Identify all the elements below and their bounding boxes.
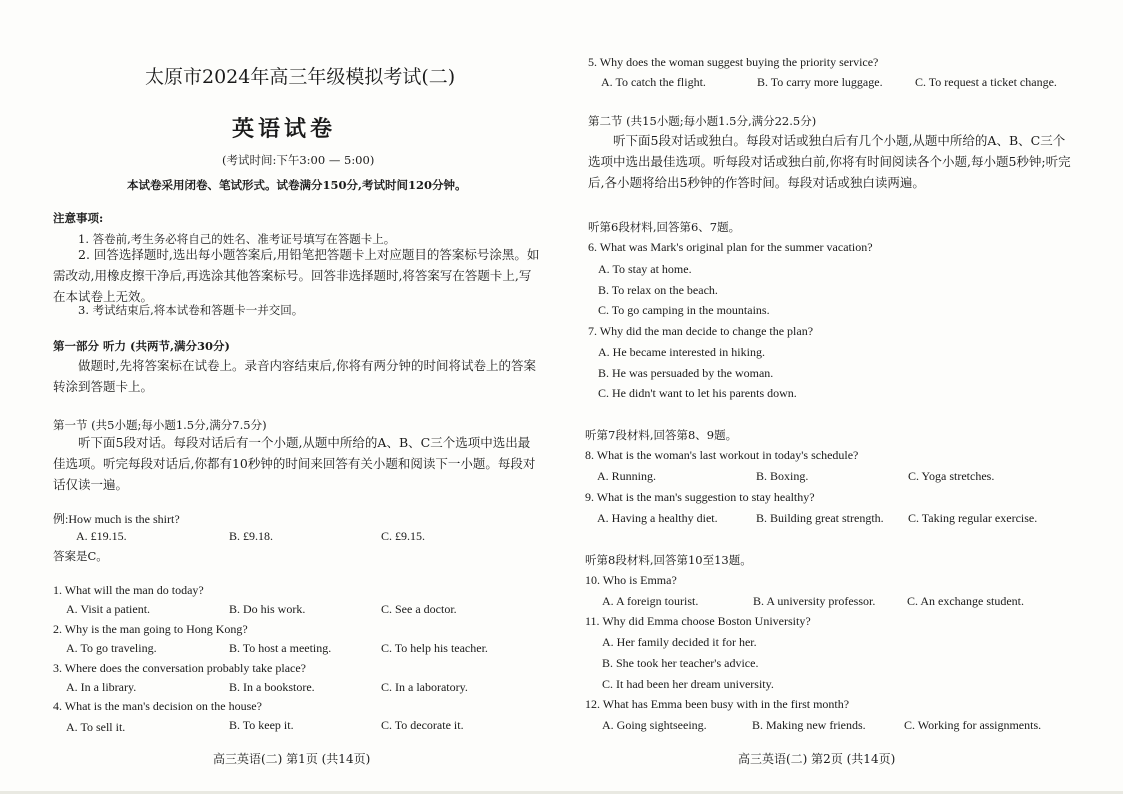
q9-option-b: B. Building great strength. <box>756 511 884 525</box>
q6-option-a: A. To stay at home. <box>598 262 692 276</box>
exam-page-1 <box>0 0 560 794</box>
q2-option-b: B. To host a meeting. <box>229 641 332 655</box>
example-question: 例:How much is the shirt? <box>53 512 180 526</box>
q10-option-b: B. A university professor. <box>753 594 876 608</box>
part-1-instruction: 做题时,先将答案标在试卷上。录音内容结束后,你将有两分钟的时间将试卷上的答案转涂到答题卡上。 <box>53 358 536 394</box>
q1-option-a: A. Visit a patient. <box>66 602 151 616</box>
page-2-footer: 高三英语(二) 第2页 (共14页) <box>738 752 896 766</box>
question-1: 1. What will the man do today? <box>53 583 204 597</box>
question-4: 4. What is the man's decision on the house? <box>53 699 262 713</box>
q7-option-a: A. He became interested in hiking. <box>598 345 765 359</box>
q11-option-b: B. She took her teacher's advice. <box>602 656 759 670</box>
notice-item-2: 2. 回答选择题时,选出每小题答案后,用铅笔把答题卡上对应题目的答案标号涂黑。如需改动,用橡皮擦干净后,再选涂其他答案标号。回答非选择题时,将答案写在答题卡上,写在本试卷上无效。 <box>53 247 540 304</box>
q12-option-b: B. Making new friends. <box>752 718 866 732</box>
section-1-heading: 第一节 (共5小题;每小题1.5分,满分7.5分) <box>53 418 267 432</box>
q7-option-c: C. He didn't want to let his parents down. <box>598 386 797 400</box>
q5-option-b: B. To carry more luggage. <box>757 75 883 89</box>
question-11: 11. Why did Emma choose Boston University? <box>585 614 811 628</box>
q1-option-c: C. See a doctor. <box>381 602 457 616</box>
example-option-c: C. £9.15. <box>381 529 426 543</box>
q10-option-a: A. A foreign tourist. <box>602 594 699 608</box>
q10-option-c: C. An exchange student. <box>907 594 1024 608</box>
q8-option-a: A. Running. <box>597 469 657 483</box>
question-7: 7. Why did the man decide to change the plan? <box>588 324 814 338</box>
exam-rules: 本试卷采用闭卷、笔试形式。试卷满分150分,考试时间120分钟。 <box>127 178 467 192</box>
section-2-instruction: 听下面5段对话或独白。每段对话或独白后有几个小题,从题中所给的A、B、C三个选项中选出最佳选项。听每段对话或独白前,你将有时间阅读各个小题,每小题5秒钟;听完后,各小题将给出5秒钟的作答时间。每段对话或独白读两遍。 <box>588 133 1071 190</box>
q11-option-a: A. Her family decided it for her. <box>602 635 757 649</box>
question-12: 12. What has Emma been busy with in the first month? <box>585 697 850 711</box>
page-1-footer: 高三英语(二) 第1页 (共14页) <box>213 752 371 766</box>
q5-option-a: A. To catch the flight. <box>601 75 706 89</box>
example-option-b: B. £9.18. <box>229 529 274 543</box>
part-1-heading: 第一部分 听力 (共两节,满分30分) <box>53 339 230 353</box>
material-6-label: 听第6段材料,回答第6、7题。 <box>588 220 741 234</box>
q5-option-c: C. To request a ticket change. <box>915 75 1057 89</box>
q3-option-a: A. In a library. <box>66 680 137 694</box>
exam-subject-heading: 英语试卷 <box>232 116 337 142</box>
question-2: 2. Why is the man going to Hong Kong? <box>53 622 248 636</box>
question-10: 10. Who is Emma? <box>585 573 677 587</box>
q2-option-c: C. To help his teacher. <box>381 641 488 655</box>
q4-option-a: A. To sell it. <box>66 720 126 734</box>
question-5: 5. Why does the woman suggest buying the priority service? <box>588 55 879 69</box>
example-answer: 答案是C。 <box>53 549 108 563</box>
q7-option-b: B. He was persuaded by the woman. <box>598 366 774 380</box>
exam-page-2 <box>560 0 1123 794</box>
q1-option-b: B. Do his work. <box>229 602 306 616</box>
notice-item-3: 3. 考试结束后,将本试卷和答题卡一并交回。 <box>78 303 304 317</box>
q2-option-a: A. To go traveling. <box>66 641 157 655</box>
q4-option-c: C. To decorate it. <box>381 718 464 732</box>
question-3: 3. Where does the conversation probably take place? <box>53 661 307 675</box>
q8-option-b: B. Boxing. <box>756 469 809 483</box>
q9-option-c: C. Taking regular exercise. <box>908 511 1038 525</box>
question-6: 6. What was Mark's original plan for the summer vacation? <box>588 240 873 254</box>
q11-option-c: C. It had been her dream university. <box>602 677 774 691</box>
q9-option-a: A. Having a healthy diet. <box>597 511 718 525</box>
exam-title: 太原市2024年高三年级模拟考试(二) <box>145 66 456 88</box>
q4-option-b: B. To keep it. <box>229 718 294 732</box>
notice-heading: 注意事项: <box>53 211 104 225</box>
q12-option-c: C. Working for assignments. <box>904 718 1042 732</box>
section-1-instruction: 听下面5段对话。每段对话后有一个小题,从题中所给的A、B、C三个选项中选出最佳选项。听完每段对话后,你都有10秒钟的时间来回答有关小题和阅读下一小题。每段对话仅读一遍。 <box>53 435 536 492</box>
question-8: 8. What is the woman's last workout in today's schedule? <box>585 448 859 462</box>
q6-option-c: C. To go camping in the mountains. <box>598 303 770 317</box>
material-8-label: 听第8段材料,回答第10至13题。 <box>585 553 752 567</box>
section-2-heading: 第二节 (共15小题;每小题1.5分,满分22.5分) <box>588 114 817 128</box>
q3-option-b: B. In a bookstore. <box>229 680 315 694</box>
q3-option-c: C. In a laboratory. <box>381 680 468 694</box>
material-7-label: 听第7段材料,回答第8、9题。 <box>585 428 738 442</box>
notice-item-1: 1. 答卷前,考生务必将自己的姓名、准考证号填写在答题卡上。 <box>78 232 396 246</box>
q6-option-b: B. To relax on the beach. <box>598 283 718 297</box>
example-option-a: A. £19.15. <box>76 529 127 543</box>
exam-time: (考试时间:下午3:00 — 5:00) <box>222 153 375 167</box>
q8-option-c: C. Yoga stretches. <box>908 469 995 483</box>
question-9: 9. What is the man's suggestion to stay healthy? <box>585 490 815 504</box>
q12-option-a: A. Going sightseeing. <box>602 718 707 732</box>
